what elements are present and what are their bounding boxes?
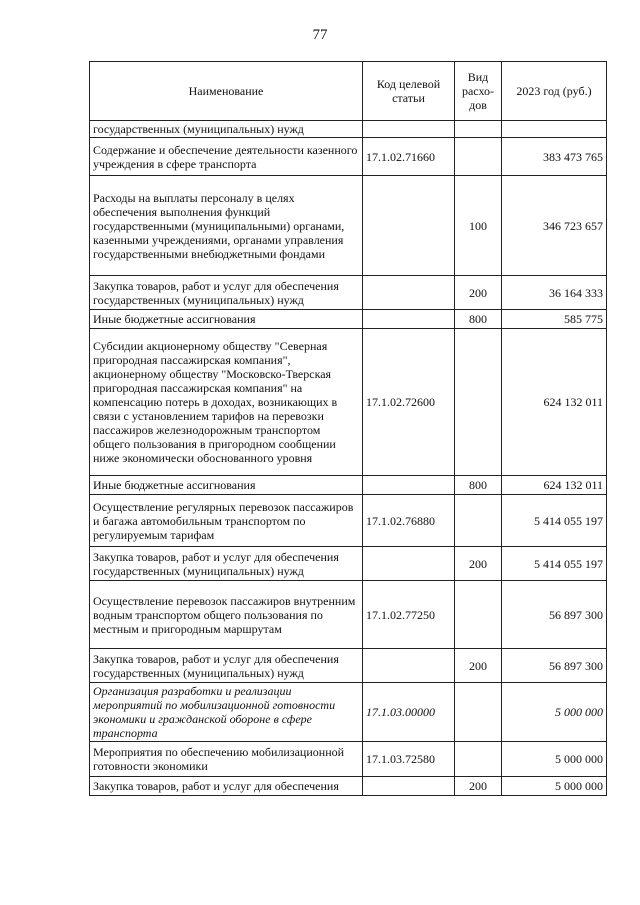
cell-amount: 5 000 000 [502, 683, 607, 742]
header-name: Наименование [90, 62, 363, 121]
cell-amount: 585 775 [502, 310, 607, 329]
table-header [90, 62, 607, 121]
table-row [90, 581, 607, 649]
cell-type [455, 683, 502, 742]
cell-code: 17.1.02.72600 [363, 329, 455, 476]
cell-type: 200 [455, 547, 502, 581]
cell-amount: 5 000 000 [502, 777, 607, 796]
cell-code: 17.1.03.72580 [363, 742, 455, 777]
table-row [90, 683, 607, 742]
cell-amount: 5 000 000 [502, 742, 607, 777]
cell-name: Осуществление регулярных перевозок пассажиров и багажа автомобильным транспортом по регулируемым тарифам [90, 495, 363, 547]
cell-type [455, 138, 502, 176]
table-row [90, 121, 607, 138]
table-row [90, 742, 607, 777]
cell-type: 800 [455, 310, 502, 329]
cell-name: Мероприятия по обеспечению мобилизационной готовности экономики [90, 742, 363, 777]
cell-name: Иные бюджетные ассигнования [90, 310, 363, 329]
cell-type: 100 [455, 176, 502, 276]
cell-amount: 5 414 055 197 [502, 547, 607, 581]
cell-amount: 383 473 765 [502, 138, 607, 176]
cell-name: Субсидии акционерному обществу "Северная пригородная пассажирская компания", акционерному обществу "Московско-Тверская пригородная пассажирская компания" на компенсацию потерь в доходах, возникающих в связи с установлением тарифов на перевозки пассажиров железнодорожным транспортом общего пользования в пригородном сообщении ниже экономически обоснованного уровня [90, 329, 363, 476]
header-amount: 2023 год (руб.) [502, 62, 607, 121]
table-row [90, 138, 607, 176]
cell-code [363, 121, 455, 138]
cell-amount: 56 897 300 [502, 649, 607, 683]
cell-code [363, 649, 455, 683]
cell-name: Закупка товаров, работ и услуг для обеспечения государственных (муниципальных) нужд [90, 649, 363, 683]
cell-type: 200 [455, 276, 502, 310]
table-row [90, 495, 607, 547]
cell-name: Осуществление перевозок пассажиров внутренним водным транспортом общего пользования по местным и пригородным маршрутам [90, 581, 363, 649]
table-row [90, 777, 607, 796]
cell-name: Организация разработки и реализации мероприятий по мобилизационной готовности экономики и гражданской обороне в сфере транспорта [90, 683, 363, 742]
cell-name: Расходы на выплаты персоналу в целях обеспечения выполнения функций государственными (муниципальными) органами, казенными учреждениями, органами управления государственными внебюджетными фондами [90, 176, 363, 276]
cell-type: 200 [455, 777, 502, 796]
cell-code [363, 276, 455, 310]
header-type: Вид расхо-дов [455, 62, 502, 121]
cell-code [363, 547, 455, 581]
table-row [90, 649, 607, 683]
table-body [90, 121, 607, 796]
budget-table [89, 61, 607, 796]
cell-code: 17.1.02.76880 [363, 495, 455, 547]
table-row [90, 176, 607, 276]
cell-type [455, 495, 502, 547]
cell-name: Содержание и обеспечение деятельности казенного учреждения в сфере транспорта [90, 138, 363, 176]
cell-code: 17.1.02.71660 [363, 138, 455, 176]
cell-code [363, 176, 455, 276]
cell-amount: 5 414 055 197 [502, 495, 607, 547]
cell-code [363, 476, 455, 495]
table-row [90, 310, 607, 329]
cell-type [455, 581, 502, 649]
cell-amount: 36 164 333 [502, 276, 607, 310]
cell-amount [502, 121, 607, 138]
cell-code [363, 777, 455, 796]
cell-name: государственных (муниципальных) нужд [90, 121, 363, 138]
cell-type [455, 121, 502, 138]
cell-type [455, 329, 502, 476]
cell-name: Иные бюджетные ассигнования [90, 476, 363, 495]
page-number: 77 [312, 27, 328, 43]
table-row [90, 547, 607, 581]
cell-code: 17.1.02.77250 [363, 581, 455, 649]
cell-name: Закупка товаров, работ и услуг для обеспечения [90, 777, 363, 796]
cell-type [455, 742, 502, 777]
cell-amount: 624 132 011 [502, 329, 607, 476]
cell-amount: 624 132 011 [502, 476, 607, 495]
table-row [90, 476, 607, 495]
cell-code: 17.1.03.00000 [363, 683, 455, 742]
cell-amount: 346 723 657 [502, 176, 607, 276]
cell-name: Закупка товаров, работ и услуг для обеспечения государственных (муниципальных) нужд [90, 547, 363, 581]
table-row [90, 329, 607, 476]
table-row [90, 276, 607, 310]
cell-type: 200 [455, 649, 502, 683]
header-code: Код целевой статьи [363, 62, 455, 121]
cell-amount: 56 897 300 [502, 581, 607, 649]
cell-name: Закупка товаров, работ и услуг для обеспечения государственных (муниципальных) нужд [90, 276, 363, 310]
cell-type: 800 [455, 476, 502, 495]
cell-code [363, 310, 455, 329]
